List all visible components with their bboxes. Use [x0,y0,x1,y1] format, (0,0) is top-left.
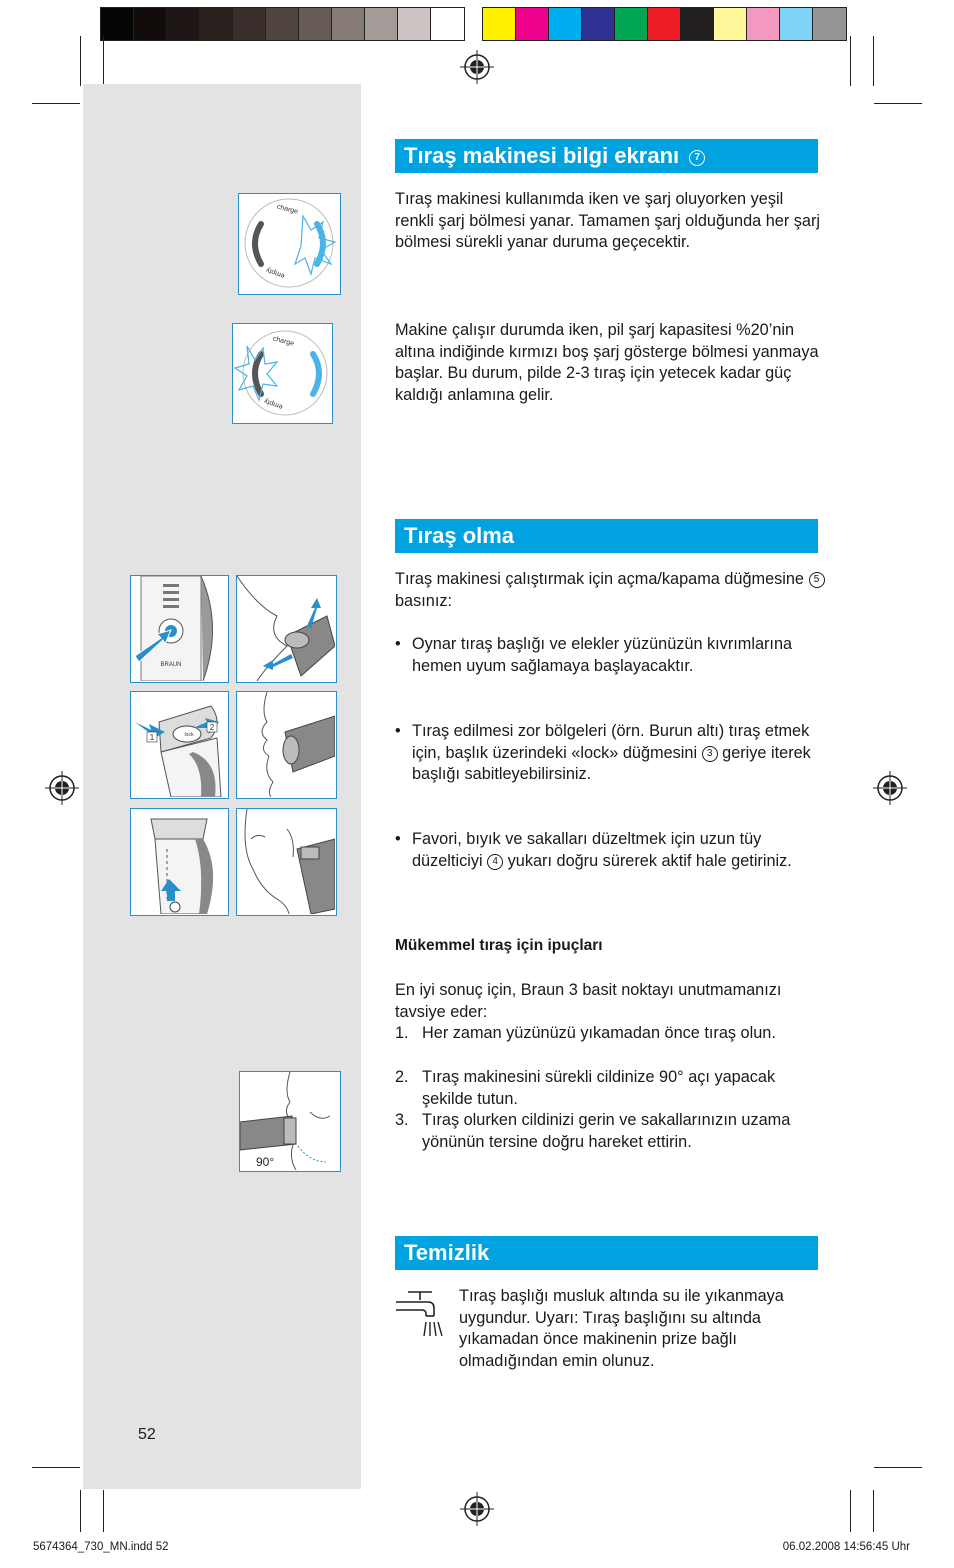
charge-label: charge [272,335,295,348]
crop-mark [874,1467,922,1468]
swatch-lightyellow [714,8,747,40]
empty-display-illustration [232,323,333,424]
bullet-text-part: yukarı doğru sürerek aktif hale getiriniz. [507,851,792,870]
registration-mark-icon [873,771,907,805]
shaving-cheek-illustration [236,575,337,683]
page-number: 52 [138,1426,156,1443]
bullet-icon: • [395,830,401,848]
trimmer-slide-illustration [130,808,229,916]
display-paragraph-1: Tıraş makinesi kullanımda iken ve şarj oluyorken yeşil renkli şarj bölmesi yanar. Tamamen şarj olduğunda her şarj bölmesi sürekli yanar duruma geçecektir. [395,190,821,252]
swatch-gray-5 [266,8,299,40]
swatch-green [615,8,648,40]
swatch-white [431,8,464,40]
shaving-intro [395,569,825,612]
list-text: Tıraş makinesini sürekli cildinize 90° açı yapacak şekilde tutun. [422,1068,776,1108]
ref-number-badge: 7 [689,150,705,166]
bullet-text: Oynar tıraş başlığı ve elekler yüzünüzün kıvrımlarına hemen uyum sağlamaya başlayacaktır. [412,635,793,675]
step-2-label: 2 [209,723,215,732]
list-number: 3. [395,1111,409,1129]
shaving-intro-text: Tıraş makinesi çalıştırmak için açma/kapama düğmesine [395,570,804,588]
swatch-yellow [483,8,516,40]
bullet-text-part: Tıraş edilmesi zor bölgeleri (örn. Burun altı) tıraş etmek için, başlık üzerindeki «lock» düğmesini [412,722,810,762]
swatch-gray [813,8,846,40]
footer-file-info: 5674364_730_MN.indd 52 [33,1541,169,1553]
list-number: 1. [395,1024,409,1042]
swatch-lightcyan [780,8,813,40]
crop-mark [873,1490,874,1532]
heading-display-text: Tıraş makinesi bilgi ekranı [404,143,680,168]
swatch-gray-7 [332,8,365,40]
lock-label: lock [184,732,194,738]
trimming-sideburns-illustration [236,808,337,916]
list-text: Her zaman yüzünüzü yıkamadan önce tıraş olun. [422,1024,776,1042]
charge-label: charge [276,203,299,216]
ref-number-badge: 4 [487,854,503,870]
crop-mark [873,36,874,86]
swatch-black [101,8,134,40]
swatch-blue [582,8,615,40]
shaving-angle-illustration [239,1071,341,1172]
shaving-intro-text-end: basınız: [395,591,453,610]
crop-mark [850,36,851,86]
list-text: Tıraş olurken cildinizi gerin ve sakallarınızın uzama yönünün tersine doğru hareket ettirin. [422,1111,791,1151]
tap-water-icon [394,1288,448,1340]
swatch-gray-6 [299,8,332,40]
charge-display-illustration [238,193,341,295]
bullet-text-part: Favori, bıyık ve sakalları düzeltmek için uzun tüy düzelticiyi [412,830,762,870]
crop-mark [874,103,922,104]
bullet-text [412,829,822,872]
swatch-cyan [549,8,582,40]
tips-intro: En iyi sonuç için, Braun 3 basit noktayı unutmamanızı tavsiye eder: [395,981,782,1021]
angle-label: 90° [256,1155,275,1169]
footer-timestamp: 06.02.2008 14:56:45 Uhr [782,1541,910,1553]
swatch-gray-8 [365,8,398,40]
empty-label: empty [263,397,284,411]
crop-mark [103,36,104,86]
cleaning-text: Tıraş başlığı musluk altında su ile yıkanmaya uygundur. Uyarı: Tıraş başlığını su altında yıkamadan önce makinenin prize bağlı olmadığından emin olunuz. [459,1287,784,1370]
braun-logo-label: BRAUN [160,662,182,668]
swatch-magenta [516,8,549,40]
bullet-text [412,721,822,786]
bullet-icon: • [395,722,401,740]
swatch-gray-4 [233,8,266,40]
crop-mark [80,1490,81,1532]
shaving-under-nose-illustration [236,691,337,799]
lock-switch-illustration [130,691,229,799]
empty-label: empty [265,266,286,280]
section-heading-cleaning: Temizlik [395,1236,818,1270]
tips-subheading: Mükemmel tıraş için ipuçları [395,937,603,954]
section-heading-shaving: Tıraş olma [395,519,818,553]
list-number: 2. [395,1068,409,1086]
bullet-text-part: geriye iterek başlığı sabitleyebilirsiniz. [412,743,811,784]
crop-mark [103,1490,104,1532]
registration-mark-icon [460,1492,494,1526]
ref-number-badge: 5 [809,572,825,588]
crop-mark [32,103,80,104]
registration-mark-icon [45,771,79,805]
section-heading-display [395,139,818,173]
crop-mark [80,36,81,86]
swatch-gray-1 [134,8,167,40]
print-color-bar [100,7,465,41]
registration-mark-icon [460,50,494,84]
swatch-darkgray [681,8,714,40]
swatch-gray-2 [167,8,200,40]
crop-mark [32,1467,80,1468]
swatch-red [648,8,681,40]
crop-mark [850,1490,851,1532]
print-color-bar-colors [482,7,847,41]
step-1-label: 1 [149,733,155,742]
shaver-on-button-illustration [130,575,229,683]
swatch-gray-9 [398,8,431,40]
swatch-pink [747,8,780,40]
ref-number-badge: 3 [702,746,718,762]
display-paragraph-2: Makine çalışır durumda iken, pil şarj kapasitesi %20’nin altına indiğinde kırmızı boş şarj gösterge bölmesi yanmaya başlar. Bu durum, pilde 2-3 tıraş için yetecek kadar güç kaldığı anlamına gelir. [395,321,819,404]
bullet-icon: • [395,635,401,653]
swatch-gray-3 [200,8,233,40]
